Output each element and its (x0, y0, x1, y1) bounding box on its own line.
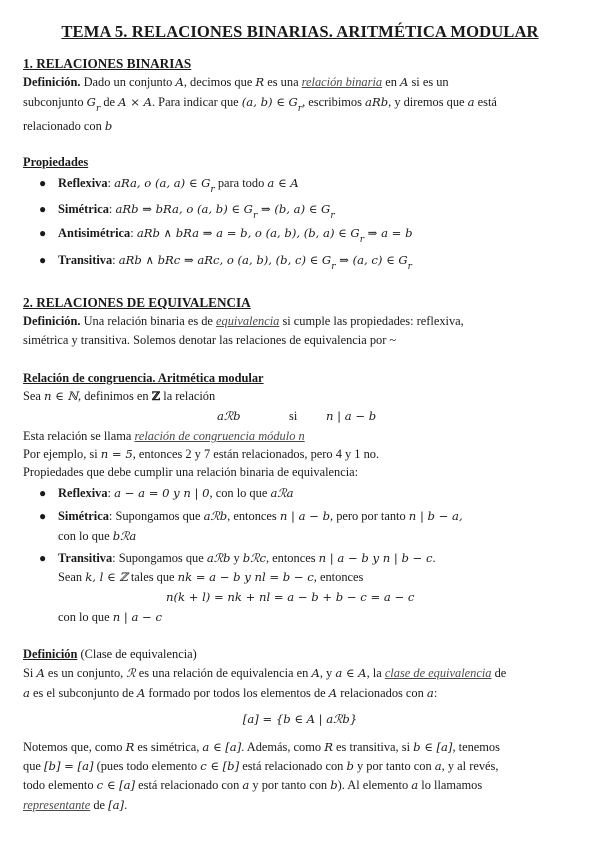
bullet-icon: ● (39, 202, 47, 216)
term-congruencia: relación de congruencia módulo n (134, 429, 305, 443)
definition-label: Definición. (23, 75, 81, 89)
bullet-icon: ● (39, 176, 47, 190)
equivalence-class-line-1: Si A es un conjunto, ℛ es una relación de equivalencia en A, y a ∈ A, la clase de equivalencia de (23, 666, 507, 680)
congruence-reflexiva: Reflexiva: a − a = 0 y n | 0, con lo que aℛa (58, 486, 294, 500)
congruence-transitiva-line-2: Sean k, l ∈ ℤ tales que nk = a − b y nl = b − c, entonces (58, 570, 364, 584)
congruence-line-1: Sea n ∈ ℕ, definimos en ℤ la relación (23, 389, 216, 403)
property-reflexiva: Reflexiva: aRa, o (a, a) ∈ $G_r$ para todo a ∈ A (58, 176, 299, 195)
congruence-simetrica-line-2: con lo que bℛa (58, 529, 137, 543)
s1-definition-line-3: relacionado con b (23, 119, 113, 133)
s1-definition-line-2: subconjunto $G_r$ de A × A. Para indicar que (a, b) ∈ $G_r$, escribimos aRb, y diremos que a está (23, 95, 497, 114)
relation-si: si (289, 409, 298, 423)
term-equivalencia: equivalencia (216, 314, 280, 328)
s1-definition-line-1: Definición. Dado un conjunto A, decimos que R es una relación binaria en A si es un (23, 75, 449, 89)
congruence-line-3: Esta relación se llama relación de congruencia módulo n (23, 429, 305, 443)
section-2-heading: 2. RELACIONES DE EQUIVALENCIA (23, 295, 251, 310)
property-antisimetrica: Antisimétrica: aRb ∧ bRa ⇒ a = b, o (a, b), (b, a) ∈ $G_r$ ⇒ a = b (58, 226, 413, 245)
term-representante: representante (23, 798, 91, 812)
bullet-icon: ● (39, 551, 47, 565)
term-relacion-binaria: relación binaria (301, 75, 383, 89)
relation-right: n | a − b (326, 409, 377, 423)
congruence-transitiva: Transitiva: Supongamos que aℛb y bℛc, entonces n | a − b y n | b − c. (58, 551, 436, 565)
note-line-3: todo elemento c ∈ [a] está relacionado con a y por tanto con b). Al elemento a lo llamamos (23, 778, 483, 792)
section-1-heading: 1. RELACIONES BINARIAS (23, 56, 192, 71)
congruence-transitiva-equation: n(k + l) = nk + nl = a − b + b − c = a − c (166, 590, 415, 604)
term-clase-de-equivalencia: clase de equivalencia (384, 666, 492, 680)
s2-definition-line-1: Definición. Una relación binaria es de equivalencia si cumple las propiedades: reflexiva, (23, 314, 464, 328)
congruence-transitiva-line-4: con lo que n | a − c (58, 610, 162, 624)
property-transitiva: Transitiva: aRb ∧ bRc ⇒ aRc, o (a, b), (b, c) ∈ $G_r$ ⇒ (a, c) ∈ $G_r$ (58, 253, 412, 272)
equivalence-class-formula: [a] = {b ∈ A | aℛb} (242, 712, 358, 726)
bullet-icon: ● (39, 486, 47, 500)
bullet-icon: ● (39, 226, 47, 240)
note-line-2: que [b] = [a] (pues todo elemento c ∈ [b] está relacionado con b y por tanto con a, y al revés, (23, 759, 499, 773)
page-title: TEMA 5. RELACIONES BINARIAS. ARITMÉTICA MODULAR (61, 22, 539, 41)
s2-definition-line-2: simétrica y transitiva. Solemos denotar las relaciones de equivalencia por ~ (23, 333, 397, 347)
congruence-heading: Relación de congruencia. Aritmética modular (23, 371, 264, 385)
bullet-icon: ● (39, 509, 47, 523)
property-simetrica: Simétrica: aRb ⇒ bRa, o (a, b) ∈ $G_r$ ⇒ (b, a) ∈ $G_r$ (58, 202, 335, 221)
congruence-line-5: Propiedades que debe cumplir una relación binaria de equivalencia: (23, 465, 359, 479)
note-line-1: Notemos que, como R es simétrica, a ∈ [a]. Además, como R es transitiva, si b ∈ [a], tenemos (23, 740, 500, 754)
congruence-simetrica: Simétrica: Supongamos que aℛb, entonces n | a − b, pero por tanto n | b − a, (58, 509, 463, 523)
note-line-4: representante de [a]. (23, 798, 128, 812)
relation-left: aℛb (217, 409, 241, 423)
congruence-line-4: Por ejemplo, si n = 5, entonces 2 y 7 están relacionados, pero 4 y 1 no. (23, 447, 380, 461)
properties-heading: Propiedades (23, 155, 89, 169)
equivalence-class-line-2: a es el subconjunto de A formado por todos los elementos de A relacionados con a: (23, 686, 438, 700)
equivalence-class-heading: Definición (Clase de equivalencia) (23, 647, 197, 661)
bullet-icon: ● (39, 253, 47, 267)
